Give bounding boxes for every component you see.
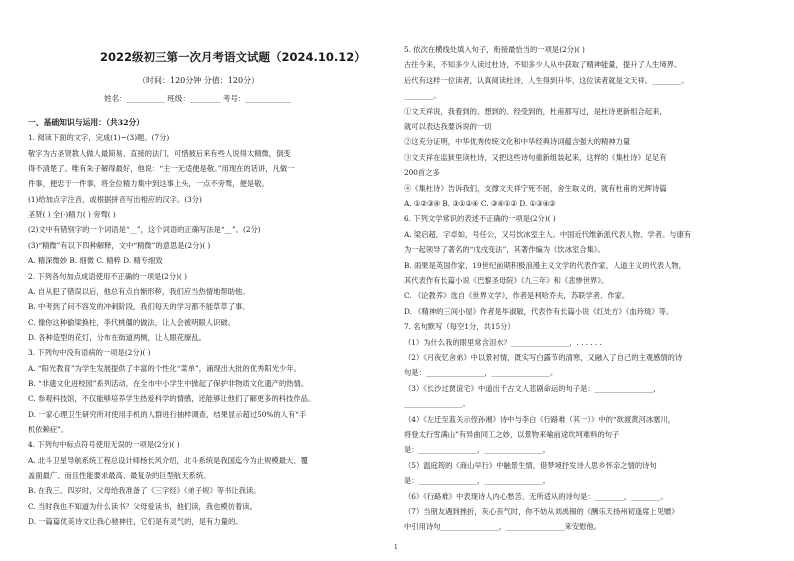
right-column-line: A. 梁启超，字卓如，号任公，又号饮冰室主人。中国近代维新派代表人物、学者。与康有	[404, 229, 692, 239]
right-column-line: （3）《长沙过贾谊宅》中道出千古文人悲剧命运的句子是：________________，	[404, 383, 661, 393]
right-column-line: 为一起领导了著名的“戊戌变法”，其著作编为《饮冰室合集》。	[404, 245, 605, 255]
left-column-line: 机依赖症”。	[28, 425, 69, 434]
left-column-line: B. 在我三、四岁时，父母给我准备了《三字经》《弟子规》等书让我读。	[28, 486, 261, 496]
student-info-line: 姓名：__________ 班级：________ 考号：____________	[104, 94, 292, 103]
page-title: 2022级初三第一次月考语文试题（2024.10.12）	[100, 50, 366, 64]
left-column-line: D. 一家心理卫生研究所对使用手机的人群进行抽样调查，结果显示超过50%的人有“手	[28, 409, 307, 419]
right-column-line: ①文天祥说，我看到的、想到的、经受到的，杜甫都写过，是杜诗更新组合起来，	[404, 106, 667, 116]
left-column-line: 得不清楚了。唯有朱子解得最好，他说：“主一无适便是敬。”用现在的话讲，凡做一	[28, 164, 295, 174]
right-column-line: ③文天祥在监狱里读杜诗，又把这些诗句重新组装起来，这样的《集杜诗》足足有	[404, 152, 667, 162]
left-column-line: 一、基础知识与运用：（共32分）	[28, 118, 145, 127]
left-column-line: A. “阳光教育”为学生发展提供了丰富的个性化“菜单”，涌现出大批的优秀阳光少年。	[28, 363, 301, 373]
right-column-line: 6. 下列文学常识的表述不正确的一项是(2分)( )	[404, 214, 556, 224]
right-column-line: 200首之多	[404, 168, 440, 178]
right-column-line: （5）温庭筠的《商山早行》中触景生情，借梦境抒发诗人思乡怀亲之情的诗句	[404, 460, 657, 470]
left-column-line: A. 精深微妙 B. 细微 C. 精粹 D. 精专细致	[28, 256, 163, 266]
right-column-line: ________。	[404, 91, 441, 101]
right-column-line: 5. 依次在横线处填入句子，衔接最恰当的一项是(2分)( )	[404, 45, 585, 54]
left-column-line: (2)文中有错别字的一个词语是“__”，这个词语的正确写法是“__”。(2分)	[28, 225, 261, 235]
right-column-line: 7. 名句默写（每空1分，共15分）	[404, 322, 515, 332]
left-column-line: 圣贤( ) 全(·)精力( ) 旁骛( )	[28, 210, 116, 220]
left-column-line: A. 北斗卫星导航系统工程总设计师杨长风介绍，北斗系统是我国迄今为止规模最大、覆	[28, 455, 308, 465]
right-column-line: （6）《行路难》中表现诗人内心愁苦、无所适从的诗句是：________，________。	[404, 491, 668, 501]
left-column-line: 敬字为古圣贤教人做人最简易、直接的法门，可惜被后来有些人说得太精微，倒变	[28, 148, 291, 158]
right-column-line: 是：________________，________________。	[404, 476, 550, 486]
left-column-line: 2. 下列各句加点成语使用不正确的一项是(2分)( )	[28, 271, 187, 281]
right-column-line: 句是：________________，________________。	[404, 368, 558, 378]
right-column-line: （4）《左迁至蓝关示侄孙湘》诗中与李白《行路难（其一）》中的“欲渡黄河冰塞川，	[404, 414, 676, 424]
right-column-line: A. ①②③④ B. ③①②④ C. ③④①② D. ①③④②	[404, 199, 556, 208]
left-column-line: C. 参观科技馆，不仅能够培养学生热爱科学的情感，还能够让他们了解更多的科技作品。	[28, 394, 316, 404]
right-column-line: B. 雨果是英国作家，19世纪前期积极浪漫主义文学的代表作家，人道主义的代表人物，	[404, 260, 686, 270]
right-column-line: 其代表作有长篇小说《巴黎圣母院》《九三年》和《悲惨世界》。	[404, 276, 609, 285]
left-column-line: 件事，便忠于一件事，将全位精力集中到这事上头，一点不旁骛，便是敬。	[28, 179, 269, 189]
page-number: 1	[394, 544, 398, 551]
right-column-line: 是：________________，________________。	[404, 445, 550, 455]
left-column-line: D. 一篇篇优美诗文让我心驰神往，它们是有灵气的，是有力量的。	[28, 517, 243, 527]
time-score-line: （时间：120分钟 分值：120分）	[138, 76, 260, 85]
right-column-line: 中引用诗句________________，________________来安慰他。	[404, 522, 602, 532]
left-column-line: 4. 下列句中标点符号使用无误的一项是(2分)( )	[28, 440, 180, 450]
right-column-line: C. 《论教养》选自《世界文学》，作者是利哈乔夫，苏联学者、作家。	[404, 291, 630, 301]
left-column-line: (1)给加点字注音，或根据拼音写出相应的汉字。(3分)	[28, 194, 202, 204]
right-column-line: ②这充分证明，中华优秀传统文化和中华经典诗词蕴含强大的精神力量	[404, 137, 631, 147]
left-column-line: B. “非遗文化进校园”系列活动，在全市中小学生中掀起了保护非物质文化遗产的热情。	[28, 378, 309, 388]
right-column-line: 就可以表达我要诉说的一切	[404, 122, 492, 131]
right-column-line: （1）为什么我的眼里常含泪水？________________，. . . . . .	[404, 337, 602, 347]
left-column-line: 3. 下列句中没有语病的一项是(2分)( )	[28, 348, 151, 358]
left-column-line: D. 各种造型的花灯，分布在街道两侧，让人眼花缭乱。	[28, 332, 207, 342]
right-column-line: （2）《月夜忆舍弟》中以景衬情，既实写白露节的清寒，又融入了自己的主观感情的诗	[404, 353, 683, 362]
right-column-line: D. 《精神的三间小屋》作者是毕淑敏，代表作有长篇小说《红处方》《血玲珑》等。	[404, 306, 674, 316]
left-column-line: C. 像你这种偷梁换柱，李代桃僵的做法，让人会被明眼人识破。	[28, 317, 235, 327]
left-column-line: 1. 阅读下面的文字，完成(1)~(3)题。(7分)	[28, 133, 170, 143]
right-column-line: 古往今来，不知多少人读过杜诗，不知多少人从中获取了精神能量，提升了人生境界。	[404, 60, 682, 70]
left-column-line: B. 中考到了问不容发的冲刺阶段，我们每天的学习都不能草草了事。	[28, 302, 250, 312]
left-column-line: C. 当时我也不知道为什么读书？父母爱读书，他们读，我也模仿着读。	[28, 501, 257, 511]
left-column-line: A. 自从犯了错误以后，他总有点自惭形秽，我们应当热情地帮助他。	[28, 286, 250, 296]
right-column-line: ④《集杜诗》告诉我们，支撑文天祥宁死不屈，舍生取义的，就有杜甫的光辉诗篇	[404, 183, 667, 193]
right-column-line: ________________。	[404, 399, 470, 409]
right-column-line: （7）当朋友遇到挫折，灰心丧气时，你不妨从刘禹锡的《酬乐天扬州初逢席上见赠》	[404, 507, 679, 516]
right-column-line: 将登太行雪满山”有异曲同工之妙，以景物来喻前途坎坷难料的句子	[404, 430, 620, 439]
left-column-line: 盖面最广、而且性能要求最高、最复杂的巨型航天系统。	[28, 471, 211, 481]
left-column-line: (3)“精微”有以下四种解释，文中“精微”的意思是(2分)( )	[28, 240, 211, 250]
right-column-line: 后代有这样一位读者，认真阅读杜诗，人生得到升华，这位读者就是文天祥。________。	[404, 75, 689, 85]
